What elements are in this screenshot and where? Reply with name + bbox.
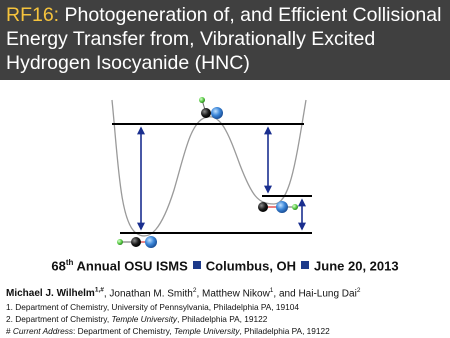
title-bar: [0, 0, 450, 80]
slide-title: [6, 3, 446, 75]
author-4: , and Hai-Lung Dai: [273, 288, 357, 300]
affiliation-1: 1. Department of Chemistry, University of Pennsylvania, Philadelphia PA, 19104: [6, 302, 299, 312]
affiliation-2: [6, 314, 267, 324]
conference-location: Columbus, OH: [205, 258, 297, 274]
energy-diagram: [0, 80, 450, 256]
author-1: Michael J. Wilhelm: [6, 288, 95, 300]
talk-code: RF16:: [6, 4, 60, 26]
affiliation-2-institution: Temple University: [111, 314, 178, 324]
current-address-institution: Temple University: [173, 326, 240, 336]
square-bullet-icon: [193, 261, 201, 269]
affiliation-2-suffix: , Philadelphia PA, 19122: [177, 314, 268, 324]
molecule-transition-state: [199, 97, 223, 119]
hydrogen-atom: [292, 204, 298, 210]
author-3-affiliation: 1: [269, 287, 274, 294]
current-address: [6, 326, 330, 336]
conference-line: [0, 258, 450, 273]
carbon-atom: [131, 237, 141, 247]
molecule-right-well: [258, 201, 298, 213]
author-3: , Matthew Nikow: [196, 288, 270, 300]
square-bullet-icon: [301, 261, 309, 269]
author-1-affiliation: 1,#: [94, 287, 104, 294]
current-address-prefix: : Department of Chemistry,: [73, 326, 174, 336]
author-2: , Jonathan M. Smith: [103, 288, 193, 300]
current-address-label: Current Address: [12, 326, 74, 336]
affiliation-2-prefix: 2. Department of Chemistry,: [6, 314, 112, 324]
nitrogen-atom: [145, 236, 157, 248]
conference-ordinal-suffix: th: [65, 258, 74, 267]
current-address-mark: #: [6, 326, 13, 336]
current-address-suffix: , Philadelphia PA, 19122: [239, 326, 330, 336]
conference-date: June 20, 2013: [314, 258, 399, 274]
nitrogen-atom: [211, 107, 223, 119]
carbon-atom: [258, 202, 268, 212]
hydrogen-atom: [117, 239, 123, 245]
author-2-affiliation: 2: [192, 287, 197, 294]
hydrogen-atom: [199, 97, 205, 103]
nitrogen-atom: [276, 201, 288, 213]
author-list: [6, 287, 360, 299]
author-4-affiliation: 2: [356, 287, 361, 294]
molecule-left-well: [117, 236, 157, 248]
talk-title: Photogeneration of, and Efficient Collisional Energy Transfer from, Vibrationally Excited Hydrogen Isocyanide (HNC): [6, 4, 442, 74]
conference-name: Annual OSU ISMS: [73, 258, 188, 274]
conference-ordinal: 68: [51, 258, 66, 274]
carbon-atom: [201, 108, 211, 118]
